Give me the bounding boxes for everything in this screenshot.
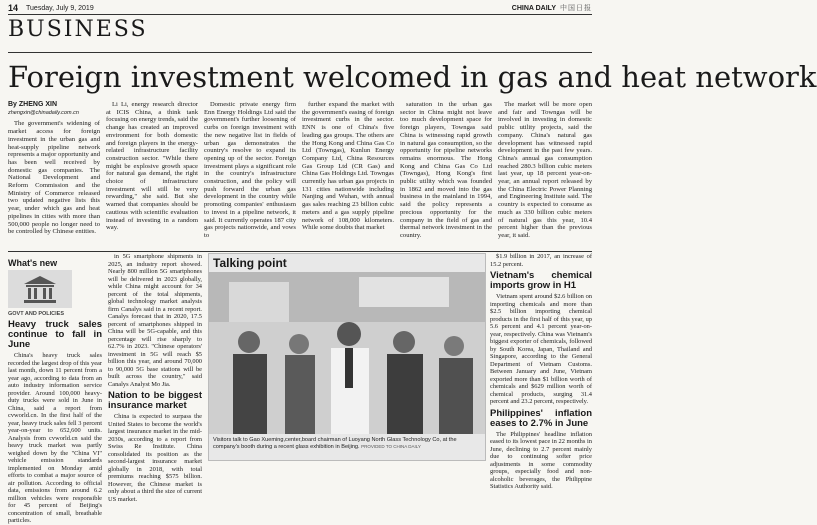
page-number: 14 xyxy=(8,3,19,13)
page-header xyxy=(8,2,592,15)
whats-new-divider xyxy=(8,251,592,252)
article-paragraph: The market will be more open and fair and Towngas will be involved in investing in domestic public utility projects, said the company. China's natural gas development has witnessed rapid development in the past few years. China's annual gas consumption reached 280.3 billion cubic meters last year, up 18 percent year-on-year, an annual report released by the China Electric Power Planning and Engineering Institute said. The country is expected to consume as much as 330 billion cubic meters of natural gas this year, 10.4 percent higher than the previous year, it said. xyxy=(498,101,592,239)
article-paragraph: further expand the market with the government's easing of foreign investment curbs in the sector. ENN is one of China's five leading gas groups. The others are the Hong Kong and China Gas Co Ltd (Towngas), Kunlun Energy Company Ltd, China Resources Gas Group Ltd (CR Gas) and China Gas Holdings Ltd. Towngas currently has urban gas projects in 131 cities nationwide including Nanjing and Wuhan, with annual gas sales reaching 23 billion cubic meters and a gas supply pipeline network of 108,000 kilometers. While some doubts that market xyxy=(302,101,394,232)
caption-text: Visitors talk to Gao Xueming,center,board chairman of Luoyang North Glass Technology Co, at the company's booth during a recent glass exhibition in Beijing. xyxy=(213,437,457,450)
talking-point-title: Talking point xyxy=(213,256,287,270)
author-email: zhengxin@chinadaily.com.cn xyxy=(8,109,79,116)
paper-name-chinese: 中国日报 xyxy=(560,5,592,12)
talking-point-box xyxy=(208,253,486,461)
photo-credit: PROVIDED TO CHINA DAILY xyxy=(361,443,421,449)
brief-body: Vietnam spent around $2.6 billion on importing chemicals and more than $2.5 billion importing chemical products in the first half of this year, up 5.6 percent and 4.1 percent year-on-year, respectively. China was Vietnam's biggest exporter of chemicals, followed by South Korea, Japan, Thailand and Singapore, according to the General Department of Vietnam Customs. Between January and June, Vietnam exported more than $1 billion worth of chemicals and $629 million worth of chemical products, surging 31.4 percent and 23.2 percent, respectively. xyxy=(490,293,592,405)
article-column-4 xyxy=(302,101,394,247)
article-column-1 xyxy=(8,101,100,247)
brief-body: The Philippines' headline inflation eased to its lowest pace in 22 months in June, declining to 2.7 percent mainly due to continuing softer price adjustments in some commodity groups, especially food and non-alcoholic beverages, the Philippine Statistics Authority said. xyxy=(490,430,592,490)
brief-headline: Vietnam's chemical imports grow in H1 xyxy=(490,270,592,291)
section-divider xyxy=(8,52,592,53)
brief-headline: Heavy truck sales continue to fall in June xyxy=(8,319,102,350)
section-title: BUSINESS xyxy=(8,17,148,42)
government-building-icon xyxy=(8,270,72,308)
article-column-5 xyxy=(400,101,492,247)
article-column-3 xyxy=(204,101,296,247)
whats-new-label: What's new xyxy=(8,258,58,268)
article-paragraph: The government's widening of market access for foreign investment in the urban gas and heat-supply pipeline network represents a major opportunity and has been well received by domestic gas companies. The National Development and Reform Commission and the Ministry of Commerce released two updated negative lists this year, under which gas and heat pipelines in cities with more than 500,000 people no longer need to be controlled by Chinese entities. xyxy=(8,120,100,236)
brief-body: China's heavy truck sales recorded the largest drop of this year last month, down 11 percent from a year ago, according to data from an auto industry information service provider. Around 100,000 heavy-duty trucks were sold in June in China, said a report from cvworld.cn. In the first half of the year, heavy truck sales fell 3 percent year-on-year to 652,600 units. Analysis from cvworld.cn said the heavy truck market was partly weighed down by the "China VI" vehicle emission standards implemented on Monday amid efforts to combat a major source of air pollution. According to official data, emissions from around 6.2 million vehicles were responsible for 45 percent of Beijing's concentration of small, breathable particles. xyxy=(8,352,102,524)
brief-body: China is expected to surpass the United States to become the world's largest insurance market in the mid-2030s, according to a report from Swiss Re Institute. China consolidated its position as the second-largest insurance market globally in 2018, with total premiums reaching $575 billion. However, the Chinese market is only about a third the size of current US market. xyxy=(108,413,202,503)
article-column-6 xyxy=(498,101,592,247)
brief-headline: Philippines' inflation eases to 2.7% in June xyxy=(490,407,592,429)
category-label: GOVT AND POLICIES xyxy=(8,311,65,317)
brief-truck-sales xyxy=(8,319,102,524)
brief-column-2 xyxy=(108,253,202,503)
brief-headline: Nation to be biggest insurance market xyxy=(108,390,202,411)
brief-body: in 5G smartphone shipments in 2025, an industry report showed. Nearly 800 million 5G smartphones will be delivered in 2023 globally, while China might account for 34 percent of the total shipments, global technology market analysis firm Canalys said in a recent report. Canalys forecast that in 2020, 17.5 percent of smartphones shipped in China will be 5G-capable, and this percentage will rise sharply to 62.7% in 2023. "Chinese operators' investment in 5G will reach $5 billion this year, and around 70,000 to 90,000 5G base stations will be built across the country," said Canalys Analyst Mo Jia. xyxy=(108,253,202,388)
article-paragraph: Domestic private energy firm Enn Energy Holdings Ltd said the government's further loosening of curbs on foreign investment with the new negative list in fields of urban gas demonstrates the country's resolve to expand its opening up of the sector. Foreign investment plays a significant role in the country's infrastructure construction, and the policy will push forward the urban gas development in the country while promoting companies' enthusiasm to invest in a pipeline network, it said. It currently operates 187 city gas projects nationwide, and vows to xyxy=(204,101,296,239)
brief-body: $1.9 billion in 2017, an increase of 15.2 percent. xyxy=(490,253,592,268)
photo-caption xyxy=(213,437,481,451)
headline: Foreign investment welcomed in gas and heat network xyxy=(8,60,817,94)
paper-name: CHINA DAILY xyxy=(511,4,556,12)
article-paragraph: saturation in the urban gas sector in China might not leave too much development space for foreign players, Towngas said China is witnessing rapid growth in natural gas consumption, so the opportunity for pipeline networks remains enormous. The Hong Kong and China Gas Co Ltd (Towngas), Hong Kong's first public utility which was founded in 1862 and moved into the gas business in the mainland in 1994, said the policy represents a precious opportunity for the company in the field of gas and thermal network investment in the country. xyxy=(400,101,492,239)
issue-date: Tuesday, July 9, 2019 xyxy=(26,4,94,12)
article-paragraph: Li Li, energy research director at ICIS China, a think tank focusing on energy trends, said the change has created an improved environment for both domestic and foreign players in the energy-related infrastructure facility construction sector. "While there might be explosive growth space for natural gas demand, the right choice of infrastructure investment will still be very rewarding," she said. But she warned that companies should be cautious with scientific evaluation instead of investing in a random way. xyxy=(106,101,198,232)
article-column-2 xyxy=(106,101,198,247)
brief-column-4 xyxy=(490,253,592,490)
byline: By ZHENG XIN xyxy=(8,101,58,108)
exhibition-photo xyxy=(209,272,485,434)
